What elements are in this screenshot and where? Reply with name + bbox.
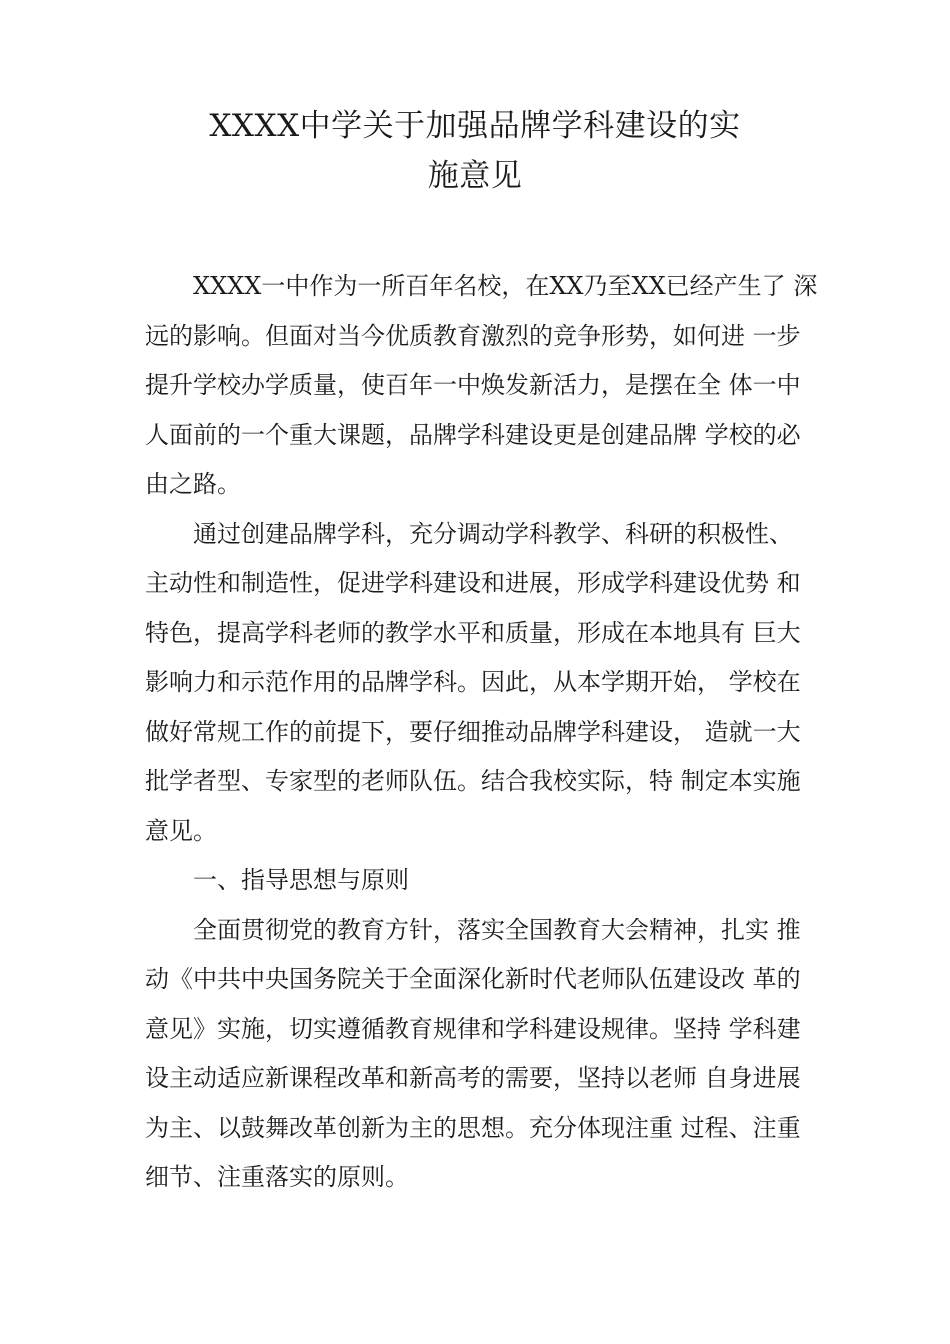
document-title-line-1: XXXX中学关于加强品牌学科建设的实 — [209, 108, 741, 144]
section-heading-guiding-principles: 一、指导思想与原则 — [193, 866, 409, 894]
paragraph-3-line-4: 设主动适应新课程改革和新高考的需要，坚持以老师 自身进展 — [145, 1064, 801, 1092]
paragraph-2-line-5: 做好常规工作的前提下，要仔细推动品牌学科建设， 造就一大 — [145, 717, 801, 746]
paragraph-3-line-3: 意见》实施，切实遵循教育规律和学科建设规律。坚持 学科建 — [145, 1014, 801, 1043]
paragraph-2-line-2: 主动性和制造性，促进学科建设和进展，形成学科建设优势 和 — [145, 569, 801, 597]
paragraph-3-line-1: 全面贯彻党的教育方针，落实全国教育大会精神，扎实 推 — [193, 915, 801, 944]
paragraph-3-line-5: 为主、以鼓舞改革创新为主的思想。充分体现注重 过程、注重 — [145, 1113, 801, 1142]
paragraph-1-line-2: 远的影响。但面对当今优质教育激烈的竞争形势，如何进 一步 — [145, 321, 801, 350]
paragraph-2-line-7: 意见。 — [145, 816, 217, 845]
paragraph-2-line-4: 影响力和示范作用的品牌学科。因此，从本学期开始， 学校在 — [145, 668, 801, 696]
paragraph-2-line-3: 特色，提高学科老师的教学水平和质量，形成在本地具有 巨大 — [145, 618, 801, 647]
document-body — [145, 262, 835, 1203]
paragraph-1-line-3: 提升学校办学质量，使百年一中焕发新活力，是摆在全 体一中 — [145, 371, 801, 399]
paragraph-2-line-1: 通过创建品牌学科，充分调动学科教学、科研的积极性、 — [193, 519, 793, 548]
paragraph-1-line-4: 人面前的一个重大课题，品牌学科建设更是创建品牌 学校的必 — [145, 420, 801, 449]
paragraph-3-line-6: 细节、注重落实的原则。 — [145, 1163, 409, 1191]
paragraph-3-line-2: 动《中共中央国务院关于全面深化新时代老师队伍建设改 革的 — [145, 965, 801, 993]
paragraph-1-line-1: XXXX一中作为一所百年名校，在XX乃至XX已经产生了 深 — [193, 272, 818, 300]
paragraph-1-line-5: 由之路。 — [145, 470, 241, 498]
document-title-line-2: 施意见 — [427, 158, 523, 194]
paragraph-2-line-6: 批学者型、专家型的老师队伍。结合我校实际，特 制定本实施 — [145, 767, 801, 795]
